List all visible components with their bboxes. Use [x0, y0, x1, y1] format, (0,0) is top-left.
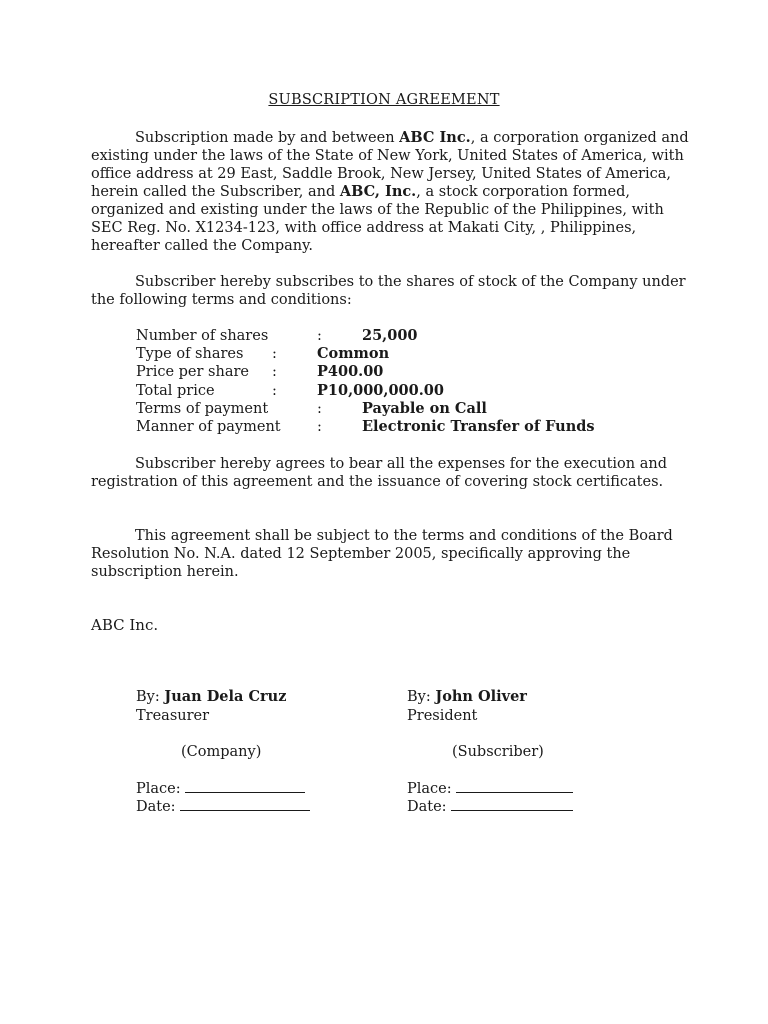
term-separator: : [317, 401, 322, 417]
term-label: Number of shares [136, 328, 269, 344]
paragraph-expenses [91, 455, 691, 491]
place-blank[interactable] [456, 779, 573, 793]
date-label: Date: [136, 799, 181, 815]
paragraph-expenses-text: Subscriber hereby agrees to bear all the expenses for the execution and registration of this agreement and the issuance of covering stock certificates. [91, 456, 668, 490]
paragraph-parties-text-2: , a corporation organized and existing under the laws of the State of New York, United States of America, with office address at 29 East, Saddle Brook, New Jersey, United States of America, herein called the Subscriber, and [91, 130, 689, 200]
term-value: 25,000 [362, 327, 418, 344]
paragraph-subscription-text: Subscriber hereby subscribes to the shares of stock of the Company under the following terms and conditions: [91, 274, 686, 308]
term-separator: : [317, 328, 322, 344]
date-label: Date: [407, 799, 452, 815]
paragraph-board-resolution-text: This agreement shall be subject to the terms and conditions of the Board Resolution No. N.A. dated 12 September 2005, specifically approving the subscription herein. [91, 528, 673, 580]
term-separator: : [272, 383, 277, 399]
term-value: Common [317, 345, 390, 362]
by-label: By: [136, 689, 165, 705]
by-label: By: [407, 689, 436, 705]
place-line [407, 779, 573, 798]
company-signature-label: ABC Inc. [91, 616, 159, 634]
paragraph-parties-text-1: Subscription made by and between [135, 130, 400, 146]
document-title: SUBSCRIPTION AGREEMENT [268, 92, 500, 108]
term-label: Type of shares [136, 346, 244, 362]
paragraph-board-resolution [91, 527, 691, 581]
date-line [407, 797, 573, 816]
term-value: P10,000,000.00 [317, 382, 444, 399]
term-label: Terms of payment [136, 401, 269, 417]
term-label: Price per share [136, 364, 249, 380]
term-separator: : [272, 364, 277, 380]
place-label: Place: [407, 781, 457, 797]
subscriber-company-name: ABC Inc. [399, 129, 471, 146]
date-line [136, 797, 310, 816]
date-blank[interactable] [180, 797, 310, 811]
issuer-company-name: ABC, Inc. [339, 183, 417, 200]
term-separator: : [272, 346, 277, 362]
signatory-position: President [407, 708, 478, 724]
paragraph-parties-text-3: , a stock corporation formed, organized and existing under the laws of the Republic of the Philippines, with SEC Reg. No. X1234-123, with office address at Makati City, , Philippines, hereafter called the Company. [91, 184, 664, 254]
signatory-party: (Subscriber) [452, 744, 544, 760]
term-label: Total price [136, 383, 215, 399]
date-blank[interactable] [451, 797, 573, 811]
term-value: Payable on Call [362, 400, 487, 417]
signatory-by-line [136, 688, 286, 706]
signatory-name: Juan Dela Cruz [164, 688, 287, 705]
term-value: P400.00 [317, 363, 384, 380]
signatory-name: John Oliver [435, 688, 527, 705]
term-label: Manner of payment [136, 419, 281, 435]
paragraph-parties [91, 129, 691, 255]
place-label: Place: [136, 781, 186, 797]
place-blank[interactable] [185, 779, 305, 793]
signatory-party: (Company) [181, 744, 262, 760]
signatory-position: Treasurer [136, 708, 210, 724]
term-separator: : [317, 419, 322, 435]
paragraph-subscription [91, 273, 691, 309]
place-line [136, 779, 305, 798]
term-value: Electronic Transfer of Funds [362, 418, 595, 435]
signatory-by-line [407, 688, 527, 706]
